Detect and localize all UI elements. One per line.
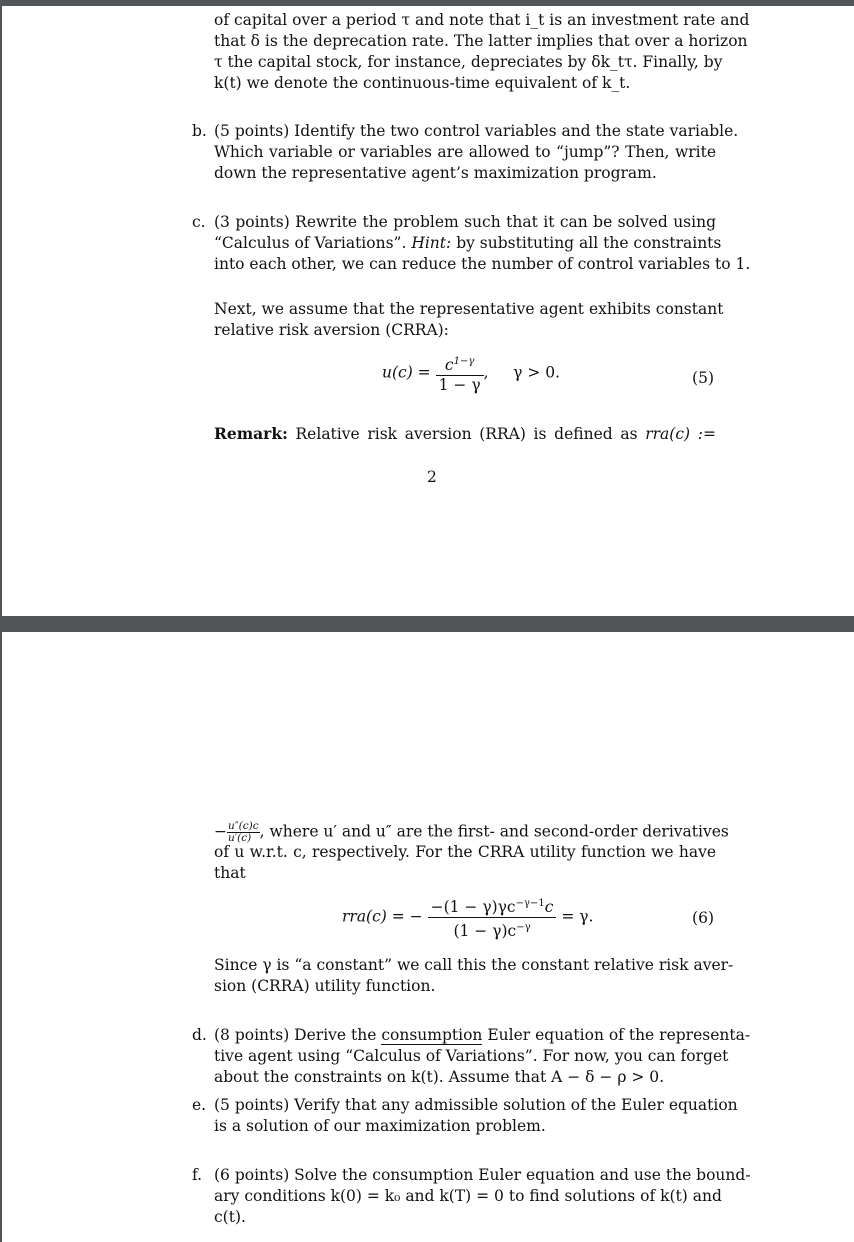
remark-label: Remark: <box>214 424 288 443</box>
equation-6 <box>342 894 593 941</box>
eq6-num: −(1 − γ)γc <box>430 898 516 917</box>
since-line-1: Since γ is “a constant” we call this the constant relative risk aver- <box>214 956 734 974</box>
item-d-line-3: about the constraints on k(t). Assume that A − δ − ρ > 0. <box>214 1068 665 1086</box>
item-c-text-2: by substituting all the constraints <box>456 234 722 252</box>
item-d-text-b: Euler equation of the representa- <box>487 1026 751 1044</box>
pdf-page-3 <box>2 632 854 1242</box>
rra-small-fraction <box>227 821 260 844</box>
since-line-2: sion (CRRA) utility function. <box>214 977 436 995</box>
page-number: 2 <box>427 468 437 486</box>
item-f-line-1: (6 points) Solve the consumption Euler equation and use the bound- <box>214 1166 751 1184</box>
item-d-line-2: tive agent using “Calculus of Variations”. For now, you can forget <box>214 1047 729 1065</box>
eq5-num: c <box>444 356 454 375</box>
item-f-label: f. <box>192 1166 203 1184</box>
remark-expr: rra(c) := <box>645 425 716 443</box>
intro-line-4: k(t) we denote the continuous-time equivalent of k_t. <box>214 74 631 92</box>
eq6-num-tail: c <box>544 898 554 917</box>
item-d-text-a: (8 points) Derive the <box>214 1026 377 1044</box>
item-c-label: c. <box>192 213 206 231</box>
item-f-line-3: c(t). <box>214 1208 246 1226</box>
item-c-text: “Calculus of Variations”. <box>214 234 407 252</box>
item-c-line-2 <box>214 233 722 254</box>
intro-line-2: that δ is the deprecation rate. The latter implies that over a horizon <box>214 32 748 50</box>
remark-text: Relative risk aversion (RRA) is defined as <box>295 425 638 443</box>
item-d-label: d. <box>192 1026 207 1044</box>
rra-frac-den: u′(c) <box>228 832 252 844</box>
rra-line-3: that <box>214 864 246 882</box>
item-b-line-3: down the representative agent’s maximization program. <box>214 164 657 182</box>
item-c-line-1: (3 points) Rewrite the problem such that it can be solved using <box>214 213 716 231</box>
rra-frac-num: u″(c)c <box>228 820 259 832</box>
item-b-line-1: (5 points) Identify the two control variables and the state variable. <box>214 122 739 140</box>
eq6-den-exp: −γ <box>516 922 531 934</box>
hint-label: Hint: <box>411 234 452 252</box>
eq5-fraction <box>436 352 484 395</box>
intro-line-1: of capital over a period τ and note that i_t is an investment rate and <box>214 11 750 29</box>
item-b-line-2: Which variable or variables are allowed to “jump”? Then, write <box>214 143 716 161</box>
eq6-den: (1 − γ)c <box>453 922 517 941</box>
eq5-lhs: u(c) = <box>382 363 431 382</box>
item-f-line-2: ary conditions k(0) = k₀ and k(T) = 0 to find solutions of k(t) and <box>214 1187 722 1205</box>
next-line-2: relative risk aversion (CRRA): <box>214 321 449 339</box>
next-line-1: Next, we assume that the representative agent exhibits constant <box>214 300 724 318</box>
eq5-condition: , γ > 0. <box>483 363 561 382</box>
intro-line-3: τ the capital stock, for instance, depreciates by δk_tτ. Finally, by <box>214 53 723 71</box>
rra-line-2: of u w.r.t. c, respectively. For the CRRA utility function we have <box>214 843 716 861</box>
item-c-line-3: into each other, we can reduce the number of control variables to 1. <box>214 255 751 273</box>
item-d-line-1 <box>214 1025 751 1046</box>
eq5-number: (5) <box>692 369 714 387</box>
rra-line-1: − $\frac{u''(c)c}{u'(c)}$ , where u′ and u″ are the first- and second-order derivatives <box>214 820 729 844</box>
item-e-line-1: (5 points) Verify that any admissible solution of the Euler equation <box>214 1096 738 1114</box>
item-e-line-2: is a solution of our maximization problem. <box>214 1117 546 1135</box>
item-e-label: e. <box>192 1096 207 1114</box>
equation-5 <box>382 352 560 395</box>
eq5-den: 1 − γ <box>438 376 481 395</box>
consumption-underlined: consumption <box>381 1026 483 1044</box>
rra-line-1-text: , where u′ and u″ are the first- and second-order derivatives <box>259 822 729 841</box>
eq6-lhs: rra(c) = − <box>342 907 423 926</box>
pdf-page-2 <box>2 6 854 616</box>
eq5-num-exp: 1−γ <box>453 356 475 367</box>
eq6-rhs: = γ. <box>561 907 594 926</box>
item-b-label: b. <box>192 122 207 140</box>
eq6-fraction <box>428 894 557 941</box>
remark-line <box>214 423 716 445</box>
eq6-num-exp: −γ−1 <box>515 898 545 909</box>
eq6-number: (6) <box>692 909 714 927</box>
